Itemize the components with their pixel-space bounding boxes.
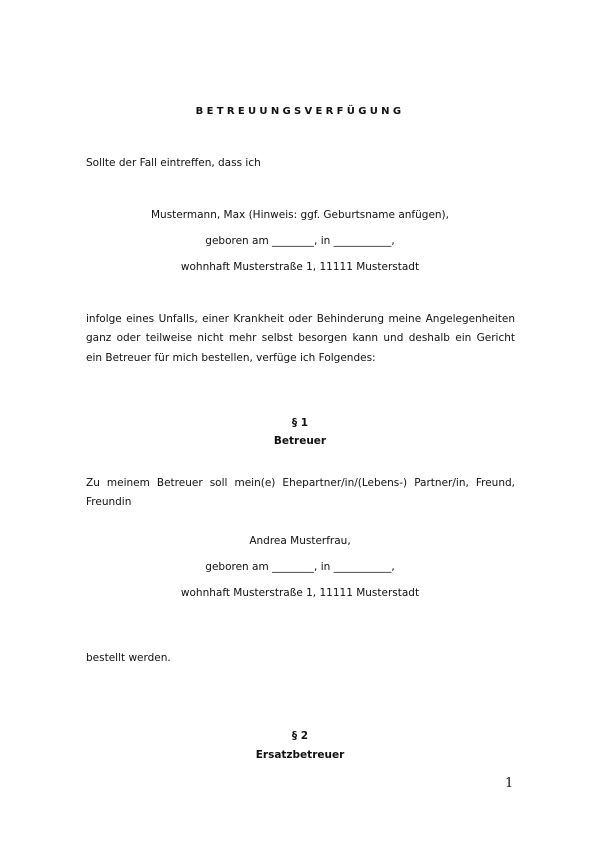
section1-number: § 1 [291, 417, 309, 429]
section1-heading: Betreuer [273, 435, 327, 447]
betreuer-address: wohnhaft Musterstraße 1, 11111 Musterstadt [180, 587, 420, 599]
section1-closing: bestellt werden. [86, 652, 171, 664]
person-birth: geboren am ________, in ___________, [205, 235, 395, 247]
person-name: Mustermann, Max (Hinweis: ggf. Geburtsname anfügen), [151, 209, 449, 221]
reason-line-1: infolge eines Unfalls, einer Krankheit oder Behinderung meine Angelegenheiten [86, 313, 515, 325]
reason-line-3: ein Betreuer für mich bestellen, verfüge ich Folgendes: [86, 352, 376, 364]
document-title: BETREUUNGSVERFÜGUNG [195, 106, 405, 117]
section2-heading: Ersatzbetreuer [255, 749, 345, 761]
person-address: wohnhaft Musterstraße 1, 11111 Musterstadt [180, 261, 420, 273]
section2-number: § 2 [291, 730, 309, 742]
section1-line-2: Freundin [86, 496, 132, 508]
betreuer-birth: geboren am ________, in ___________, [205, 561, 395, 573]
section1-line-1: Zu meinem Betreuer soll mein(e) Ehepartner/in/(Lebens-) Partner/in, Freund, [86, 477, 515, 489]
page-number: 1 [505, 776, 514, 791]
intro-text: Sollte der Fall eintreffen, dass ich [86, 157, 261, 169]
betreuer-name: Andrea Musterfrau, [249, 535, 351, 547]
reason-line-2: ganz oder teilweise nicht mehr selbst besorgen kann und deshalb ein Gericht [86, 332, 515, 344]
